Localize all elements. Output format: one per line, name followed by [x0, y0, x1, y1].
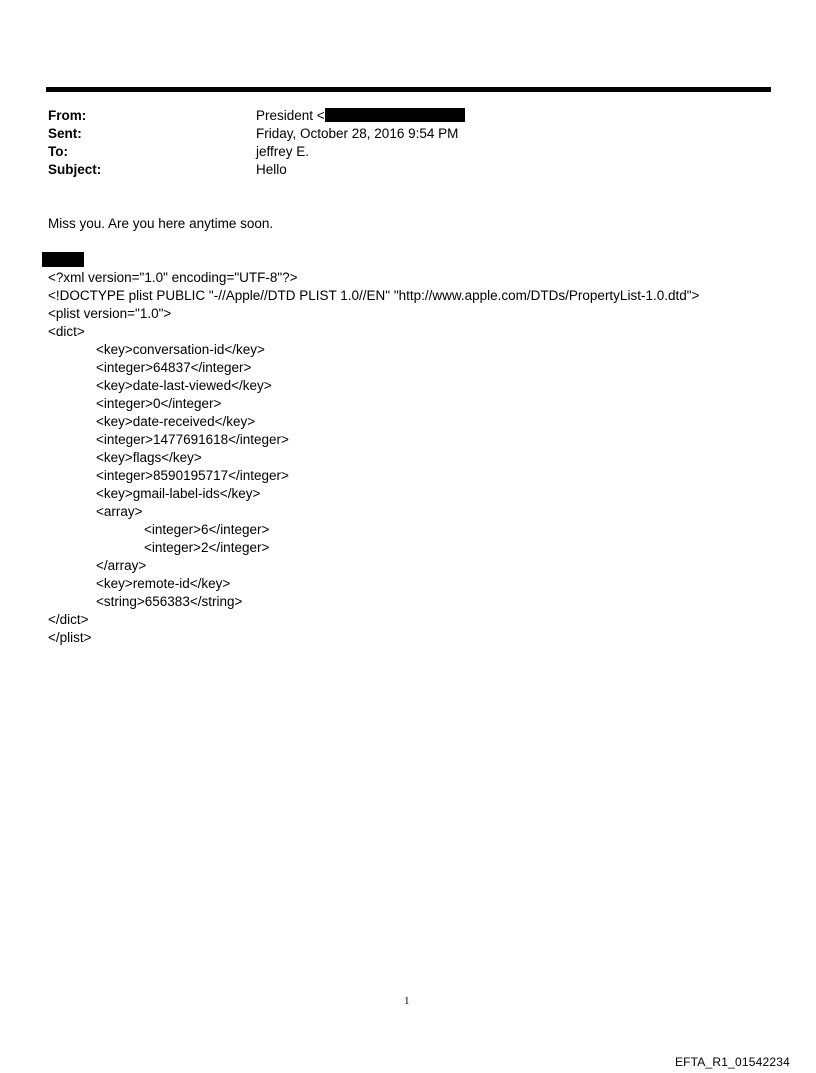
subject-label: Subject: — [48, 162, 102, 177]
xml-line: <dict> — [48, 324, 85, 339]
redaction-bar — [42, 252, 84, 267]
xml-line: <key>flags</key> — [96, 450, 202, 465]
document-id: EFTA_R1_01542234 — [674, 1055, 790, 1069]
xml-line: <integer>64837</integer> — [96, 360, 252, 375]
xml-line: <integer>0</integer> — [96, 396, 222, 411]
to-row — [48, 143, 748, 161]
email-header — [48, 107, 748, 179]
message-body: Miss you. Are you here anytime soon. — [48, 216, 274, 231]
to-label: To: — [48, 144, 68, 159]
sent-label: Sent: — [48, 126, 82, 141]
xml-line: <plist version="1.0"> — [48, 306, 172, 321]
xml-line: <array> — [96, 504, 143, 519]
xml-line: <integer>2</integer> — [144, 540, 270, 555]
to-value: jeffrey E. — [256, 144, 310, 159]
xml-line: <key>gmail-label-ids</key> — [96, 486, 261, 501]
xml-line: <key>remote-id</key> — [96, 576, 231, 591]
from-row — [48, 107, 748, 125]
from-name: President < — [256, 108, 325, 123]
subject-value: Hello — [256, 162, 287, 177]
sent-value: Friday, October 28, 2016 9:54 PM — [256, 126, 459, 141]
xml-line: <!DOCTYPE plist PUBLIC "-//Apple//DTD PLIST 1.0//EN" "http://www.apple.com/DTDs/PropertyList-1.0.dtd"> — [48, 288, 700, 303]
redacted-email — [325, 108, 465, 122]
xml-plist — [48, 269, 699, 647]
xml-line: </array> — [96, 558, 147, 573]
page-number: 1 — [404, 995, 410, 1007]
xml-line: </plist> — [48, 630, 92, 645]
sent-row — [48, 125, 748, 143]
xml-line: <?xml version="1.0" encoding="UTF-8"?> — [48, 270, 298, 285]
xml-line: <key>date-received</key> — [96, 414, 256, 429]
from-label: From: — [48, 108, 87, 123]
xml-line: <integer>8590195717</integer> — [96, 468, 289, 483]
subject-row — [48, 161, 748, 179]
xml-line: <string>656383</string> — [96, 594, 243, 609]
from-value — [256, 107, 748, 125]
header-divider — [46, 87, 771, 92]
xml-line: <integer>1477691618</integer> — [96, 432, 289, 447]
xml-line: <key>conversation-id</key> — [96, 342, 265, 357]
xml-line: <integer>6</integer> — [144, 522, 270, 537]
xml-line: <key>date-last-viewed</key> — [96, 378, 272, 393]
xml-line: </dict> — [48, 612, 89, 627]
